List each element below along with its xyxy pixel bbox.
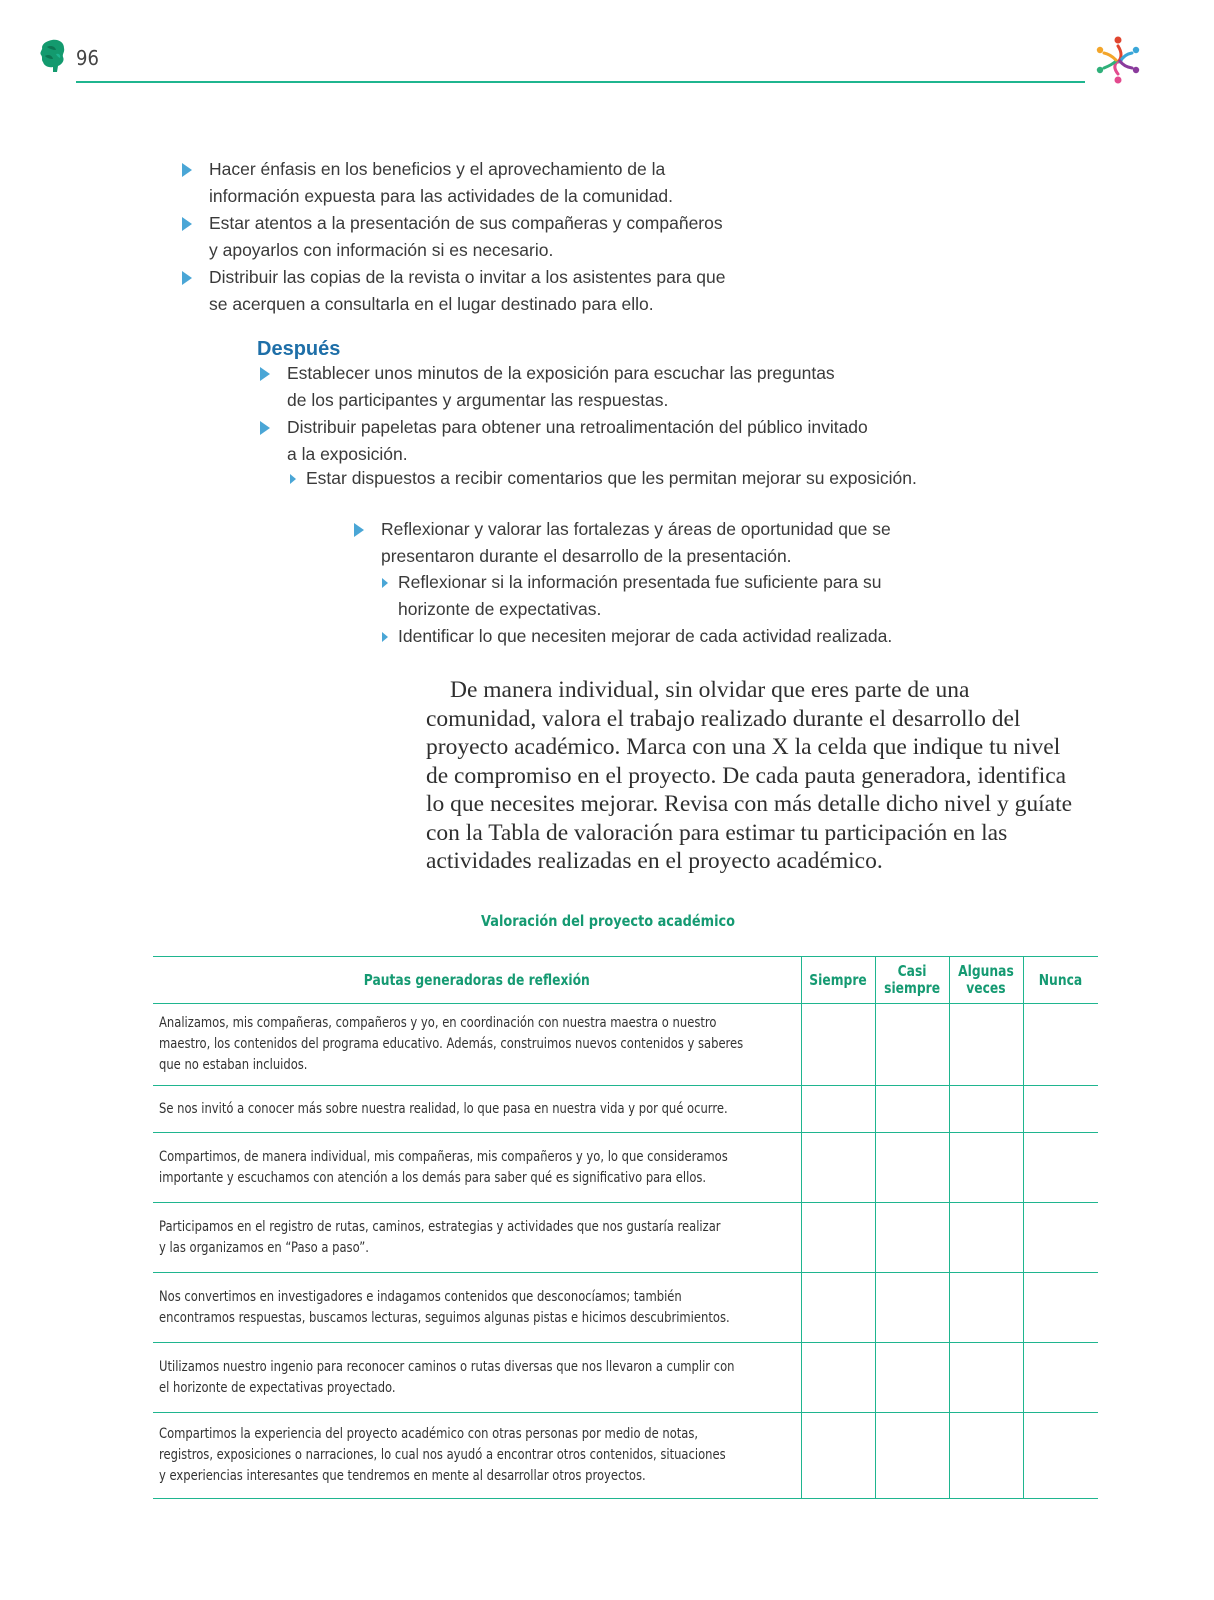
list-item-line: Identificar lo que necesiten mejorar de cada actividad realizada. [398, 626, 893, 646]
list-item-line: se acerquen a consultarla en el lugar destinado para ello. [209, 294, 654, 314]
checkbox-cell-nunca[interactable] [1023, 1343, 1098, 1413]
instruction-line: de compromiso en el proyecto. De cada pauta generadora, identifica [426, 762, 1067, 789]
checkbox-cell-algunas-veces[interactable] [949, 1004, 1023, 1086]
sub-list-item [288, 465, 928, 492]
checkbox-cell-casi-siempre[interactable] [875, 1273, 949, 1343]
list-item-line: a la exposición. [287, 444, 408, 464]
list-item-line: Estar atentos a la presentación de sus compañeras y compañeros [209, 213, 723, 233]
blue-triangle-bullet-icon [260, 367, 270, 381]
checkbox-cell-nunca[interactable] [1023, 1413, 1098, 1499]
checkbox-cell-siempre[interactable] [801, 1004, 875, 1086]
checkbox-cell-siempre[interactable] [801, 1413, 875, 1499]
after-sub-list [288, 465, 928, 492]
checkbox-cell-siempre[interactable] [801, 1086, 875, 1133]
header-rule [76, 81, 1085, 83]
list-item-line: de los participantes y argumentar las respuestas. [287, 390, 669, 410]
checkbox-cell-siempre[interactable] [801, 1133, 875, 1203]
criteria-cell: Participamos en el registro de rutas, caminos, estrategias y actividades que nos gustaría realizar y las organizamos en “Paso a paso”. [153, 1203, 801, 1273]
table-title: Valoración del proyecto académico [480, 912, 736, 930]
blue-triangle-bullet-icon [182, 271, 192, 285]
list-item [352, 516, 912, 570]
checkbox-cell-algunas-veces[interactable] [949, 1413, 1023, 1499]
after-steps-list [258, 360, 938, 468]
list-item-line: Reflexionar y valorar las fortalezas y áreas de oportunidad que se [381, 519, 891, 539]
column-header-nunca: Nunca [1023, 957, 1098, 1004]
green-figure-icon [38, 38, 68, 74]
checkbox-cell-casi-siempre[interactable] [875, 1086, 949, 1133]
criteria-cell: Nos convertimos en investigadores e indagamos contenidos que desconocíamos; también encontramos respuestas, buscamos lecturas, seguimos algunas pistas e hicimos descubrimientos. [153, 1273, 801, 1343]
exposition-steps-list [180, 156, 740, 318]
list-item-line: horizonte de expectativas. [398, 599, 602, 619]
sub-list-item [380, 623, 940, 650]
criteria-cell: Se nos invitó a conocer más sobre nuestra realidad, lo que pasa en nuestra vida y por qué ocurre. [153, 1086, 801, 1133]
checkbox-cell-casi-siempre[interactable] [875, 1413, 949, 1499]
criteria-cell: Compartimos la experiencia del proyecto académico con otras personas por medio de notas, registros, exposiciones o narraciones, lo cual nos ayudó a encontrar otros contenidos, situaciones y experiencias interesantes que tendremos en mente al desarrollar otros proyectos. [153, 1413, 801, 1499]
instruction-line: actividades realizadas en el proyecto académico. [426, 848, 883, 874]
list-item-line: Distribuir papeletas para obtener una retroalimentación del público invitado [287, 417, 868, 437]
page-number: 96 [76, 46, 99, 70]
criteria-cell: Compartimos, de manera individual, mis compañeras, mis compañeros y yo, lo que consideramos importante y escuchamos con atención a los demás para saber qué es significativo para ellos. [153, 1133, 801, 1203]
table-row [153, 1413, 1098, 1499]
table-row [153, 1203, 1098, 1273]
list-item-line: presentaron durante el desarrollo de la presentación. [381, 546, 792, 566]
reflection-list [352, 516, 912, 570]
criteria-cell: Analizamos, mis compañeras, compañeros y yo, en coordinación con nuestra maestra o nuestro maestro, los contenidos del programa educativo. Además, construimos nuevos contenidos y saberes que no estaban incluidos. [153, 1004, 801, 1086]
checkbox-cell-casi-siempre[interactable] [875, 1203, 949, 1273]
checkbox-cell-siempre[interactable] [801, 1273, 875, 1343]
table-row [153, 1004, 1098, 1086]
blue-triangle-bullet-icon [354, 523, 364, 537]
section-heading-despues: Después [257, 338, 341, 360]
criteria-cell: Utilizamos nuestro ingenio para reconocer caminos o rutas diversas que nos llevaron a cumplir con el horizonte de expectativas proyectado. [153, 1343, 801, 1413]
table-row [153, 1273, 1098, 1343]
checkbox-cell-nunca[interactable] [1023, 1086, 1098, 1133]
list-item-line: Distribuir las copias de la revista o invitar a los asistentes para que [209, 267, 726, 287]
checkbox-cell-siempre[interactable] [801, 1343, 875, 1413]
checkbox-cell-casi-siempre[interactable] [875, 1133, 949, 1203]
instruction-line: proyecto académico. Marca con una X la celda que indique tu nivel [426, 734, 1061, 760]
list-item [258, 360, 938, 414]
list-item-line: información expuesta para las actividades de la comunidad. [209, 186, 674, 206]
checkbox-cell-nunca[interactable] [1023, 1273, 1098, 1343]
column-header-criteria: Pautas generadoras de reflexión [153, 957, 801, 1004]
checkbox-cell-nunca[interactable] [1023, 1203, 1098, 1273]
small-triangle-bullet-icon [382, 578, 388, 588]
checkbox-cell-algunas-veces[interactable] [949, 1086, 1023, 1133]
table-row [153, 1343, 1098, 1413]
list-item-line: Estar dispuestos a recibir comentarios que les permitan mejorar su exposición. [306, 468, 917, 488]
blue-triangle-bullet-icon [182, 217, 192, 231]
checkbox-cell-nunca[interactable] [1023, 1004, 1098, 1086]
checkbox-cell-algunas-veces[interactable] [949, 1343, 1023, 1413]
instruction-line: De manera individual, sin olvidar que eres parte de una [450, 677, 970, 703]
checkbox-cell-algunas-veces[interactable] [949, 1273, 1023, 1343]
table-header-row [153, 957, 1098, 1004]
column-header-algunas-veces: Algunas veces [949, 957, 1023, 1004]
checkbox-cell-casi-siempre[interactable] [875, 1004, 949, 1086]
list-item [180, 156, 740, 210]
instruction-paragraph [426, 676, 1086, 876]
table-row [153, 1086, 1098, 1133]
checkbox-cell-nunca[interactable] [1023, 1133, 1098, 1203]
reflection-sub-list [380, 569, 940, 650]
column-header-casi-siempre: Casi siempre [875, 957, 949, 1004]
checkbox-cell-algunas-veces[interactable] [949, 1133, 1023, 1203]
instruction-line: lo que necesites mejorar. Revisa con más detalle dicho nivel y guíate [426, 791, 1073, 817]
table-row [153, 1133, 1098, 1203]
instruction-line: comunidad, valora el trabajo realizado durante el desarrollo del [426, 705, 1021, 732]
list-item-line: Establecer unos minutos de la exposición para escuchar las preguntas [287, 363, 835, 383]
community-emblem-icon [1092, 34, 1144, 86]
blue-triangle-bullet-icon [260, 421, 270, 435]
checkbox-cell-siempre[interactable] [801, 1203, 875, 1273]
column-header-siempre: Siempre [801, 957, 875, 1004]
list-item-line: Reflexionar si la información presentada fue suficiente para su [398, 572, 882, 592]
checkbox-cell-algunas-veces[interactable] [949, 1203, 1023, 1273]
list-item-line: y apoyarlos con información si es necesario. [209, 240, 554, 260]
list-item-line: Hacer énfasis en los beneficios y el aprovechamiento de la [209, 159, 666, 179]
small-triangle-bullet-icon [382, 632, 388, 642]
list-item [258, 414, 938, 468]
small-triangle-bullet-icon [290, 474, 296, 484]
blue-triangle-bullet-icon [182, 163, 192, 177]
list-item [180, 264, 740, 318]
sub-list-item [380, 569, 940, 623]
list-item [180, 210, 740, 264]
instruction-line: con la Tabla de valoración para estimar tu participación en las [426, 819, 1008, 846]
assessment-table [153, 956, 1098, 1499]
checkbox-cell-casi-siempre[interactable] [875, 1343, 949, 1413]
